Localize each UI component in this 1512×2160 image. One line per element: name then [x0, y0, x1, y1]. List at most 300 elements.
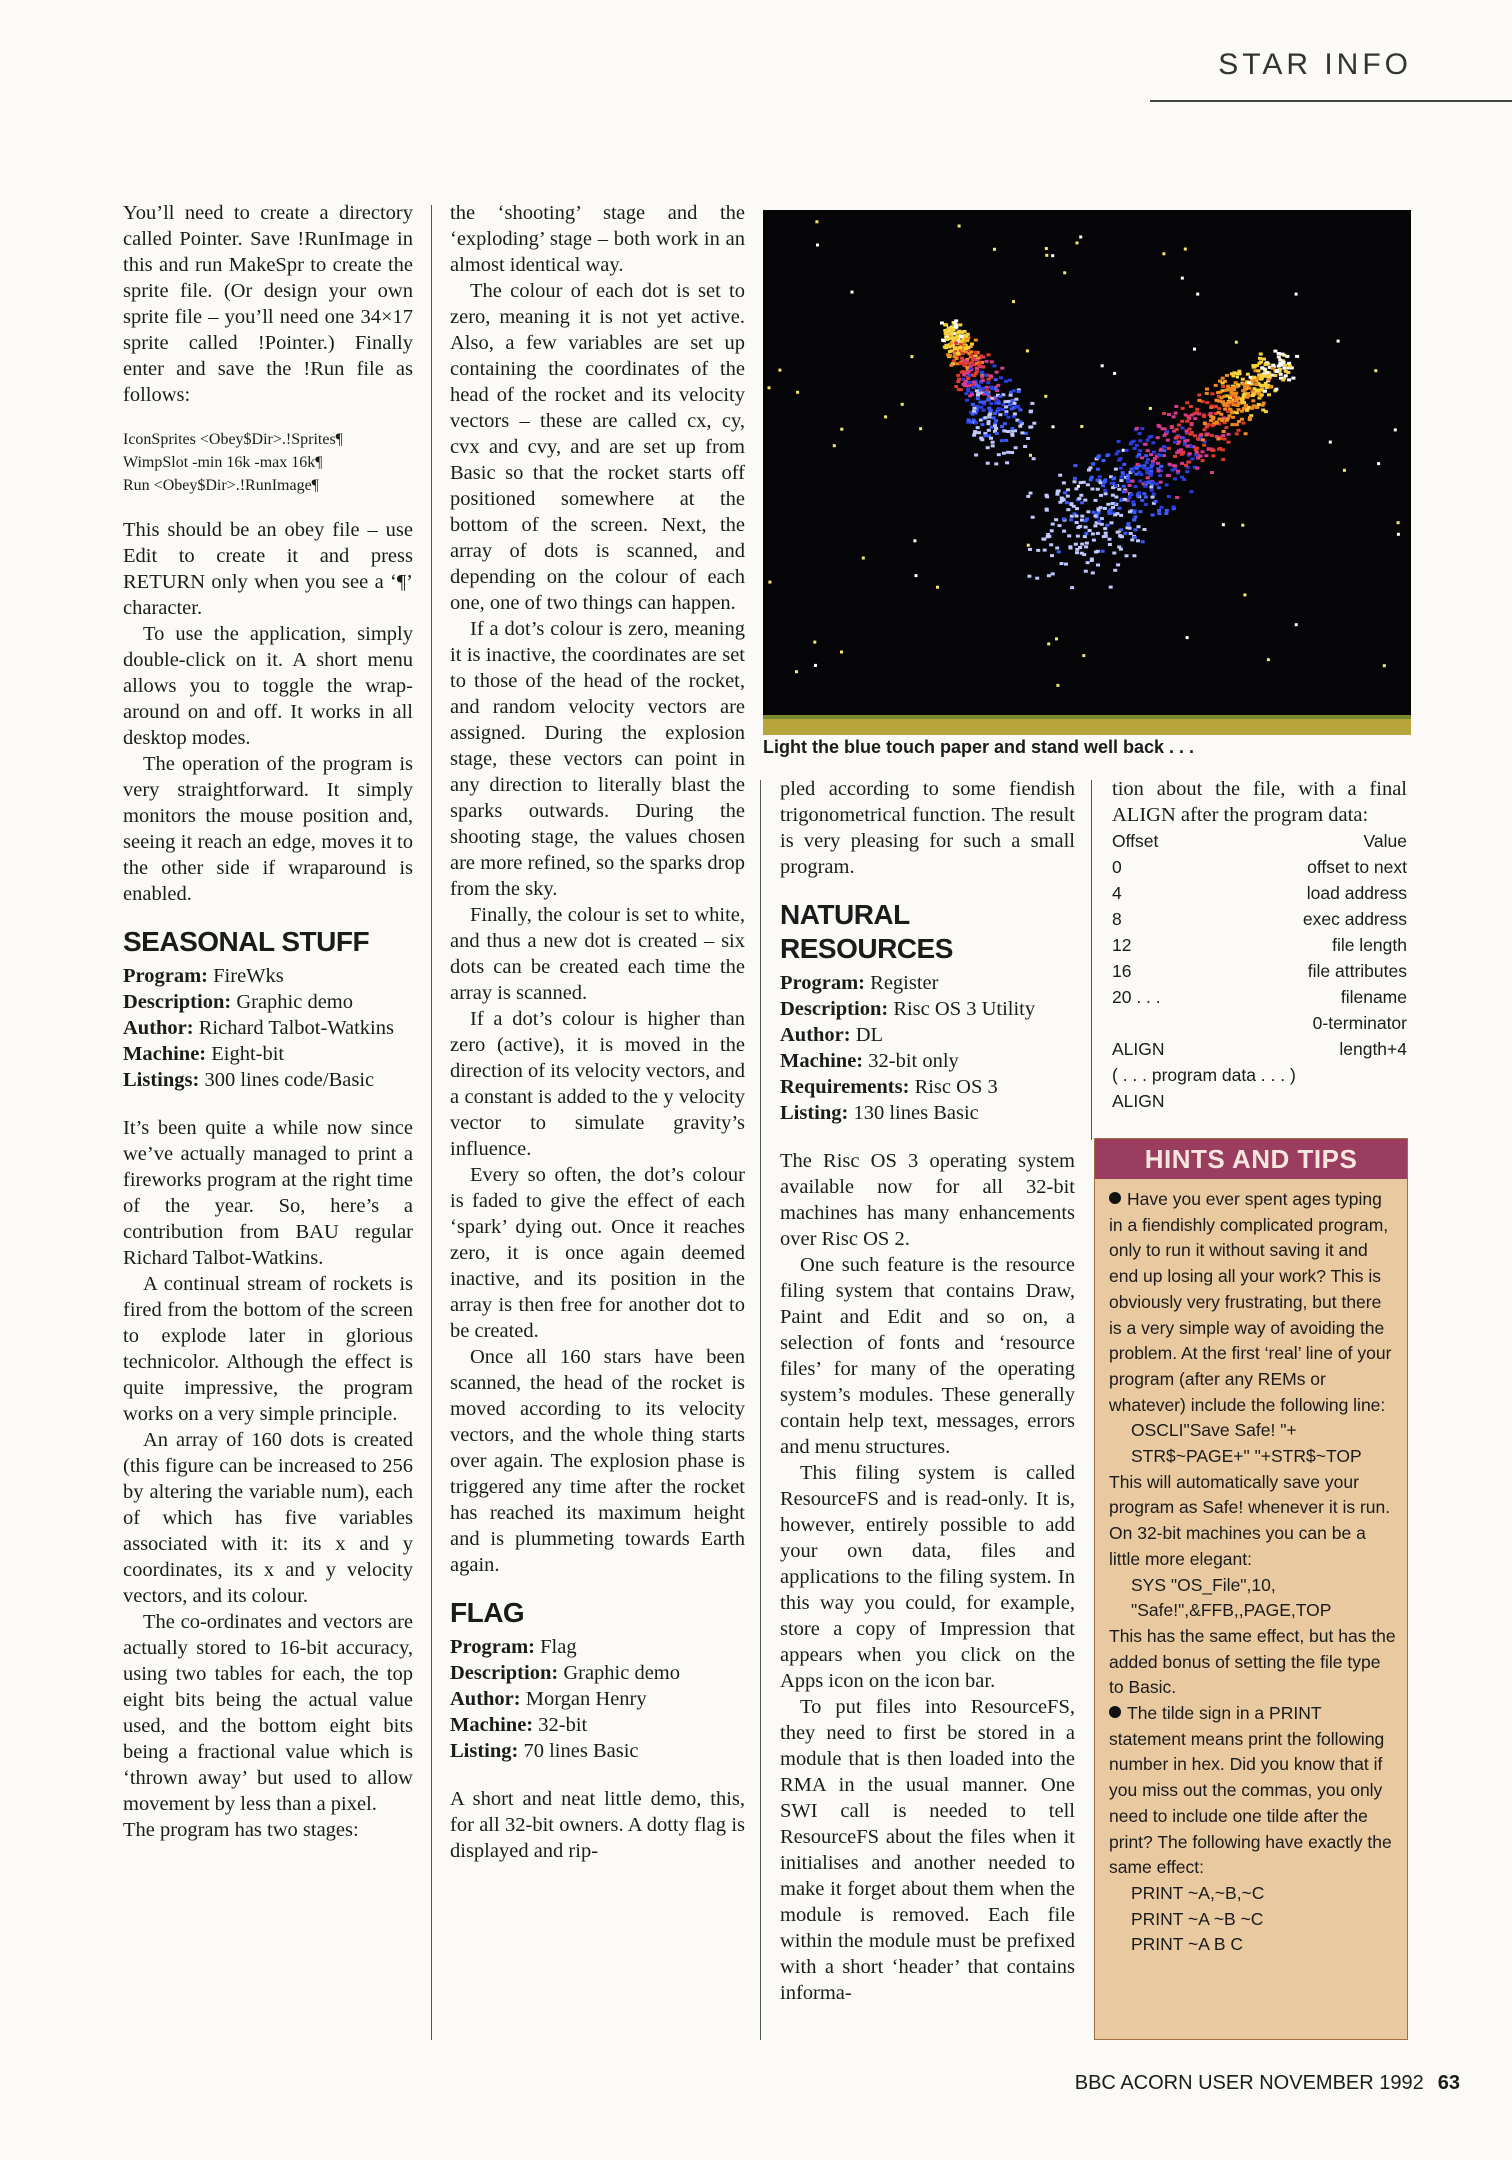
star-dot: [993, 248, 996, 251]
spark-dot: [987, 399, 991, 402]
code-line: WimpSlot -min 16k -max 16k¶: [123, 454, 323, 471]
spark-dot: [977, 363, 981, 366]
spark-dot: [1151, 460, 1155, 463]
spark-dot: [1264, 375, 1268, 378]
spark-dot: [1205, 388, 1209, 391]
spark-dot: [1143, 528, 1147, 531]
spark-dot: [1167, 495, 1171, 498]
spark-dot: [960, 331, 964, 334]
spark-dot: [1264, 363, 1268, 366]
spark-dot: [1137, 453, 1141, 456]
spark-dot: [1277, 352, 1281, 355]
spark-dot: [1003, 422, 1007, 425]
star-dot: [1193, 348, 1196, 351]
star-dot: [813, 641, 816, 644]
spark-dot: [1226, 417, 1230, 420]
spark-dot: [957, 388, 961, 391]
spark-dot: [1008, 379, 1012, 382]
spark-dot: [1114, 484, 1118, 487]
spark-dot: [961, 352, 965, 355]
star-dot: [1241, 524, 1244, 527]
spark-dot: [1278, 363, 1282, 366]
spark-dot: [1118, 507, 1122, 510]
spark-dot: [1097, 520, 1101, 523]
column-divider: [1091, 780, 1092, 1140]
program-details: [450, 1634, 745, 1764]
spark-dot: [970, 393, 974, 396]
spark-dot: [1111, 494, 1115, 497]
spark-dot: [1079, 494, 1083, 497]
spark-dot: [1186, 445, 1190, 448]
spark-dot: [1167, 413, 1171, 416]
spark-dot: [1055, 493, 1059, 496]
spark-dot: [1013, 402, 1017, 405]
spark-dot: [1029, 410, 1033, 413]
spark-dot: [1029, 492, 1033, 495]
spark-dot: [1129, 493, 1133, 496]
spark-dot: [1117, 459, 1121, 462]
spark-dot: [1234, 392, 1238, 395]
spark-dot: [1188, 452, 1192, 455]
spark-dot: [1132, 511, 1136, 514]
spark-dot: [1026, 495, 1030, 498]
bullet-icon: [1109, 1706, 1121, 1718]
program-details: [780, 970, 1075, 1126]
spark-dot: [992, 416, 996, 419]
spark-dot: [983, 416, 987, 419]
star-dot: [1397, 521, 1400, 524]
spark-dot: [971, 413, 975, 416]
spark-dot: [975, 389, 979, 392]
hints-title: HINTS AND TIPS: [1095, 1139, 1407, 1179]
spark-dot: [1012, 389, 1016, 392]
spark-dot: [1279, 373, 1283, 376]
spark-dot: [1267, 393, 1271, 396]
spark-dot: [1235, 432, 1239, 435]
star-dot: [1329, 441, 1332, 444]
star-dot: [910, 355, 913, 358]
spark-dot: [1210, 434, 1214, 437]
paragraph: It’s been quite a while now since we’ve actually managed to print a fireworks program at the right time of the year. So, here’s a contribution from BAU regular Richard Talbot-Watkins.: [123, 1117, 413, 1269]
paragraph: The program has two stages:: [123, 1819, 359, 1841]
spark-dot: [990, 387, 994, 390]
spark-dot: [1118, 534, 1122, 537]
spark-dot: [1140, 456, 1144, 459]
spark-dot: [1096, 456, 1100, 459]
detail-row: Machine: 32-bit: [450, 1714, 588, 1736]
section-heading: SEASONAL STUFF: [123, 926, 370, 957]
spark-dot: [1152, 493, 1156, 496]
spark-dot: [1235, 385, 1239, 388]
spark-dot: [1096, 468, 1100, 471]
spark-dot: [1051, 572, 1055, 575]
tip: The tilde sign in a PRINT statement means print the following number in hex. Did you know that if you miss out the commas, you only need to include one tilde after the print? The following have exactly the same effect:: [1109, 1703, 1392, 1878]
spark-dot: [1014, 398, 1018, 401]
spark-dot: [1119, 548, 1123, 551]
spark-dot: [1162, 449, 1166, 452]
spark-dot: [1211, 424, 1215, 427]
spark-dot: [1226, 410, 1230, 413]
spark-dot: [1024, 432, 1028, 435]
spark-dot: [1182, 437, 1186, 440]
spark-dot: [994, 419, 998, 422]
spark-dot: [973, 407, 977, 410]
spark-dot: [1175, 496, 1179, 499]
spark-dot: [1090, 558, 1094, 561]
spark-dot: [1075, 521, 1079, 524]
spark-dot: [983, 434, 987, 437]
star-dot: [1029, 454, 1032, 457]
spark-dot: [1210, 404, 1214, 407]
spark-dot: [1284, 374, 1288, 377]
section-heading: NATURAL RESOURCES: [780, 899, 953, 964]
star-dot: [1082, 654, 1085, 657]
star-dot: [840, 651, 843, 654]
spark-dot: [1190, 431, 1194, 434]
spark-dot: [1008, 403, 1012, 406]
spark-dot: [1116, 531, 1120, 534]
spark-dot: [1132, 518, 1136, 521]
spark-dot: [1121, 471, 1125, 474]
spark-dot: [1291, 377, 1295, 380]
spark-dot: [1281, 378, 1285, 381]
spark-dot: [1131, 500, 1135, 503]
spark-dot: [1135, 427, 1139, 430]
spark-dot: [1212, 449, 1216, 452]
spark-dot: [1104, 535, 1108, 538]
spark-dot: [994, 427, 998, 430]
header-rule: [1150, 100, 1512, 102]
spark-dot: [1175, 436, 1179, 439]
spark-dot: [981, 423, 985, 426]
spark-dot: [976, 426, 980, 429]
spark-dot: [1019, 408, 1023, 411]
spark-dot: [1162, 445, 1166, 448]
spark-dot: [1051, 523, 1055, 526]
code-line: OSCLI"Save Safe! "+: [1131, 1420, 1297, 1441]
detail-row: Program: Flag: [450, 1636, 577, 1658]
spark-dot: [979, 406, 983, 409]
star-dot: [1113, 372, 1116, 375]
spark-dot: [1180, 420, 1184, 423]
spark-dot: [1180, 462, 1184, 465]
spark-dot: [1196, 437, 1200, 440]
spark-dot: [1084, 570, 1088, 573]
spark-dot: [1000, 425, 1004, 428]
spark-dot: [1209, 412, 1213, 415]
spark-dot: [1099, 506, 1103, 509]
spark-dot: [1134, 515, 1138, 518]
spark-dot: [1163, 427, 1167, 430]
obey-file-listing: [123, 428, 413, 497]
spark-dot: [1146, 476, 1150, 479]
spark-dot: [1168, 463, 1172, 466]
spark-dot: [946, 337, 950, 340]
star-dot: [1236, 376, 1239, 379]
spark-dot: [1094, 499, 1098, 502]
spark-dot: [1251, 399, 1255, 402]
spark-dot: [946, 328, 950, 331]
spark-dot: [1191, 457, 1195, 460]
spark-dot: [1144, 481, 1148, 484]
spark-dot: [1004, 400, 1008, 403]
star-dot: [1295, 623, 1298, 626]
column-1: [123, 200, 413, 1843]
spark-dot: [1185, 429, 1189, 432]
spark-dot: [1189, 405, 1193, 408]
spark-dot: [1274, 388, 1278, 391]
spark-dot: [1134, 528, 1138, 531]
spark-dot: [1235, 423, 1239, 426]
spark-dot: [1027, 575, 1031, 578]
spark-dot: [1126, 476, 1130, 479]
star-dot: [1377, 462, 1380, 465]
spark-dot: [1058, 474, 1062, 477]
detail-row: Description: Graphic demo: [450, 1662, 681, 1684]
spark-dot: [990, 360, 994, 363]
spark-dot: [967, 362, 971, 365]
spark-dot: [957, 378, 961, 381]
spark-dot: [1258, 357, 1262, 360]
spark-dot: [1091, 488, 1095, 491]
spark-dot: [1284, 370, 1288, 373]
spark-dot: [1000, 367, 1004, 370]
star-dot: [1267, 658, 1270, 661]
spark-dot: [1230, 423, 1234, 426]
spark-dot: [944, 346, 948, 349]
spark-dot: [1096, 550, 1100, 553]
code-line: STR$~PAGE+" "+STR$~TOP: [1131, 1446, 1362, 1467]
spark-dot: [987, 353, 991, 356]
spark-dot: [1036, 549, 1040, 552]
spark-dot: [1173, 455, 1177, 458]
spark-dot: [979, 437, 983, 440]
spark-dot: [1205, 392, 1209, 395]
spark-dot: [1158, 474, 1162, 477]
spark-dot: [1246, 373, 1250, 376]
spark-dot: [1112, 476, 1116, 479]
spark-dot: [1066, 488, 1070, 491]
spark-dot: [1201, 450, 1205, 453]
star-dot: [1056, 684, 1059, 687]
spark-dot: [1112, 552, 1116, 555]
spark-dot: [1205, 401, 1209, 404]
spark-dot: [1263, 368, 1267, 371]
spark-dot: [959, 340, 963, 343]
spark-dot: [1010, 451, 1014, 454]
spark-dot: [963, 359, 967, 362]
spark-dot: [1082, 553, 1086, 556]
spark-dot: [1221, 385, 1225, 388]
spark-dot: [1159, 481, 1163, 484]
spark-dot: [1055, 547, 1059, 550]
spark-dot: [1281, 353, 1285, 356]
spark-dot: [1254, 383, 1258, 386]
star-dot: [915, 574, 918, 577]
spark-dot: [986, 381, 990, 384]
star-dot: [1045, 247, 1048, 250]
star-dot: [796, 391, 799, 394]
spark-dot: [1232, 403, 1236, 406]
spark-dot: [1088, 529, 1092, 532]
spark-dot: [1189, 490, 1193, 493]
star-dot: [1012, 300, 1015, 303]
spark-dot: [1080, 519, 1084, 522]
code-line: PRINT ~A ~B ~C: [1131, 1908, 1264, 1929]
spark-dot: [1214, 384, 1218, 387]
spark-dot: [991, 441, 995, 444]
spark-dot: [1075, 551, 1079, 554]
spark-dot: [1226, 433, 1230, 436]
star-dot: [1101, 364, 1104, 367]
spark-dot: [1032, 422, 1036, 425]
spark-dot: [1237, 420, 1241, 423]
spark-dot: [959, 343, 963, 346]
spark-dot: [1110, 521, 1114, 524]
spark-dot: [949, 364, 953, 367]
spark-dot: [1119, 479, 1123, 482]
spark-dot: [970, 354, 974, 357]
spark-dot: [1195, 467, 1199, 470]
paragraph: The operation of the program is very straightforward. It simply monitors the mouse position and, seeing it reach an edge, moves it to the other side if wraparound is enabled.: [123, 753, 413, 905]
spark-dot: [1096, 479, 1100, 482]
spark-dot: [1046, 533, 1050, 536]
spark-dot: [1211, 454, 1215, 457]
spark-dot: [1220, 419, 1224, 422]
spark-dot: [1009, 394, 1013, 397]
detail-row: Listing: 70 lines Basic: [450, 1740, 639, 1762]
star-dot: [1026, 349, 1029, 352]
spark-dot: [1251, 394, 1255, 397]
spark-dot: [1131, 480, 1135, 483]
paragraph: Finally, the colour is set to white, and thus a new dot is created – six dots can be created each time the array is scanned.: [450, 904, 745, 1004]
spark-dot: [1016, 405, 1020, 408]
paragraph: The co-ordinates and vectors are actually stored to 16-bit accuracy, using two tables for each, the top eight bits being the actual value used, and the bottom eight bits being a fractional value which is ‘thrown away’ but used to allow movement by less than a pixel.: [123, 1611, 413, 1815]
spark-dot: [1152, 451, 1156, 454]
spark-dot: [1248, 416, 1252, 419]
spark-dot: [1140, 499, 1144, 502]
spark-dot: [950, 331, 954, 334]
spark-dot: [1165, 430, 1169, 433]
spark-dot: [1174, 405, 1178, 408]
spark-dot: [1108, 538, 1112, 541]
spark-dot: [1116, 563, 1120, 566]
spark-dot: [1093, 524, 1097, 527]
spark-dot: [1253, 379, 1257, 382]
spark-dot: [981, 379, 985, 382]
spark-dot: [972, 381, 976, 384]
bullet-icon: [1109, 1192, 1121, 1204]
spark-dot: [1138, 449, 1142, 452]
spark-dot: [1103, 527, 1107, 530]
spark-dot: [1005, 461, 1009, 464]
table-row: 8 exec address: [1112, 909, 1407, 929]
star-dot: [919, 427, 922, 430]
table-row: ALIGN length+4: [1112, 1039, 1407, 1059]
spark-dot: [1223, 395, 1227, 398]
spark-dot: [1078, 525, 1082, 528]
star-dot: [1235, 341, 1238, 344]
spark-dot: [1013, 412, 1017, 415]
spark-dot: [1114, 496, 1118, 499]
spark-dot: [1104, 492, 1108, 495]
star-dot: [1045, 254, 1048, 257]
spark-dot: [1252, 376, 1256, 379]
spark-dot: [1028, 548, 1032, 551]
code-line: PRINT ~A B C: [1131, 1934, 1244, 1955]
spark-dot: [956, 374, 960, 377]
spark-dot: [1146, 439, 1150, 442]
spark-dot: [1184, 414, 1188, 417]
spark-dot: [1197, 394, 1201, 397]
paragraph: tion about the file, with a final ALIGN after the program data:: [1112, 778, 1407, 826]
code-line: PRINT ~A,~B,~C: [1131, 1882, 1265, 1903]
spark-dot: [1010, 432, 1014, 435]
spark-dot: [1075, 515, 1079, 518]
spark-dot: [1242, 393, 1246, 396]
column-4: [1112, 776, 1407, 1114]
fireworks-image: [763, 210, 1411, 735]
spark-dot: [1084, 545, 1088, 548]
spark-dot: [1228, 414, 1232, 417]
spark-dot: [1205, 425, 1209, 428]
spark-dot: [1207, 447, 1211, 450]
spark-dot: [1060, 562, 1064, 565]
star-dot: [1122, 449, 1125, 452]
column-divider: [431, 205, 432, 2040]
column-3: [780, 776, 1075, 2006]
spark-dot: [1146, 467, 1150, 470]
spark-dot: [993, 424, 997, 427]
star-dot: [1243, 593, 1246, 596]
spark-dot: [1043, 549, 1047, 552]
star-dot: [1080, 425, 1083, 428]
star-dot: [936, 586, 939, 589]
spark-dot: [959, 335, 963, 338]
spark-dot: [1011, 399, 1015, 402]
spark-dot: [989, 402, 993, 405]
spark-dot: [964, 380, 968, 383]
spark-dot: [1091, 463, 1095, 466]
spark-dot: [1117, 488, 1121, 491]
spark-dot: [1103, 507, 1107, 510]
spark-dot: [994, 462, 998, 465]
code-line: SYS "OS_File",10,: [1131, 1574, 1276, 1595]
spark-dot: [1177, 424, 1181, 427]
detail-row: Author: DL: [780, 1024, 884, 1046]
spark-dot: [1223, 438, 1227, 441]
spark-dot: [967, 384, 971, 387]
spark-dot: [966, 389, 970, 392]
spark-dot: [1170, 426, 1174, 429]
spark-dot: [1091, 532, 1095, 535]
spark-dot: [954, 341, 958, 344]
star-dot: [840, 428, 843, 431]
spark-dot: [1221, 458, 1225, 461]
detail-row: Machine: Eight-bit: [123, 1043, 285, 1065]
spark-dot: [1098, 475, 1102, 478]
column-2: [450, 200, 745, 1864]
spark-dot: [969, 421, 973, 424]
detail-row: Machine: 32-bit only: [780, 1050, 959, 1072]
spark-dot: [1218, 391, 1222, 394]
spark-dot: [971, 386, 975, 389]
spark-dot: [1158, 425, 1162, 428]
spark-dot: [1122, 463, 1126, 466]
spark-dot: [1106, 503, 1110, 506]
spark-dot: [1032, 457, 1036, 460]
star-dot: [1149, 407, 1152, 410]
